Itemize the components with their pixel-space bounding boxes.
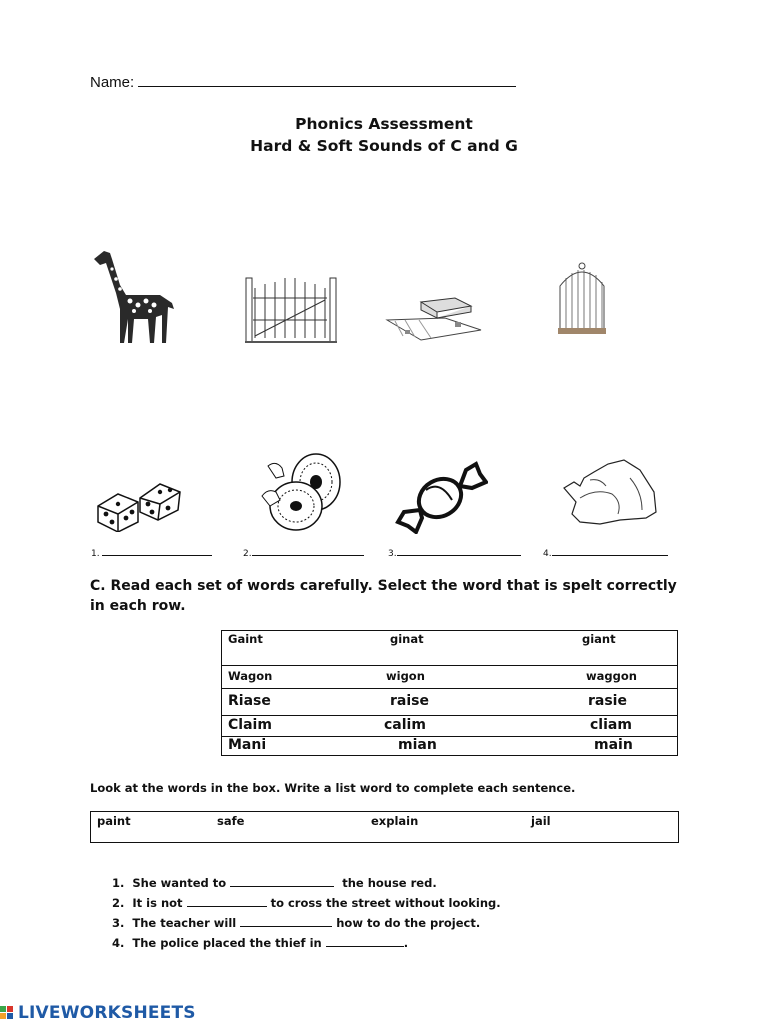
word-option[interactable]: cliam xyxy=(590,717,632,733)
word-option[interactable]: main xyxy=(594,737,633,753)
table-row xyxy=(222,666,678,689)
gate-icon xyxy=(245,272,337,344)
word-option[interactable]: Riase xyxy=(228,693,271,709)
cymbals-icon xyxy=(258,452,346,538)
name-blank[interactable] xyxy=(138,72,516,87)
table-row xyxy=(222,631,678,666)
word-option[interactable]: Gaint xyxy=(228,632,263,646)
word-option[interactable]: Wagon xyxy=(228,669,273,683)
section-c-instruction: C. Read each set of words carefully. Select the word that is spelt correctly in each row. xyxy=(90,578,677,614)
answer-blank-4[interactable]: 4. xyxy=(543,546,668,559)
table-row xyxy=(222,737,678,756)
list-word: safe xyxy=(217,814,245,828)
candy-icon xyxy=(394,460,488,534)
list-word: paint xyxy=(97,814,131,828)
answer-blank-2[interactable]: 2. xyxy=(243,546,364,559)
logo-text: LIVEWORKSHEETS xyxy=(18,1003,196,1023)
name-field xyxy=(90,72,516,91)
list-word: jail xyxy=(531,814,551,828)
word-option[interactable]: giant xyxy=(582,632,616,646)
sentence-list xyxy=(112,873,501,953)
word-option[interactable]: calim xyxy=(384,717,426,733)
conch-shell-icon xyxy=(560,458,660,534)
list-word: explain xyxy=(371,814,419,828)
game-board-icon xyxy=(385,290,485,346)
answer-blank[interactable] xyxy=(230,876,334,887)
list-item: 3. The teacher will how to do the project. xyxy=(112,916,481,930)
word-option[interactable]: wigon xyxy=(386,669,425,683)
word-option[interactable]: rasie xyxy=(588,693,627,709)
giraffe-icon xyxy=(90,245,180,345)
worksheet-title: Phonics Assessment xyxy=(295,115,473,133)
logo-mark-icon xyxy=(0,1004,16,1020)
name-label: Name: xyxy=(90,74,135,91)
word-option[interactable]: Mani xyxy=(228,737,267,753)
dice-icon xyxy=(96,480,182,532)
word-option[interactable]: waggon xyxy=(586,669,637,683)
table-row xyxy=(222,716,678,737)
answer-blank-3[interactable]: 3. xyxy=(388,546,521,559)
word-option[interactable]: raise xyxy=(390,693,429,709)
answer-blank[interactable] xyxy=(187,896,267,907)
word-option[interactable]: mian xyxy=(398,737,437,753)
cage-icon xyxy=(540,262,624,338)
table-row xyxy=(222,689,678,716)
answer-blank[interactable] xyxy=(326,936,404,947)
liveworksheets-logo xyxy=(0,1003,196,1023)
list-item: 2. It is not to cross the street without looking. xyxy=(112,896,501,910)
word-box xyxy=(90,811,679,843)
word-box-instruction: Look at the words in the box. Write a list word to complete each sentence. xyxy=(90,781,576,795)
answer-blank-1[interactable]: 1. xyxy=(91,546,212,559)
answer-blank[interactable] xyxy=(240,916,332,927)
word-option[interactable]: ginat xyxy=(390,632,424,646)
worksheet-subtitle: Hard & Soft Sounds of C and G xyxy=(250,137,518,155)
list-item: 4. The police placed the thief in . xyxy=(112,936,409,950)
word-choice-table xyxy=(221,630,678,756)
list-item: 1. She wanted to the house red. xyxy=(112,876,437,890)
word-option[interactable]: Claim xyxy=(228,717,272,733)
